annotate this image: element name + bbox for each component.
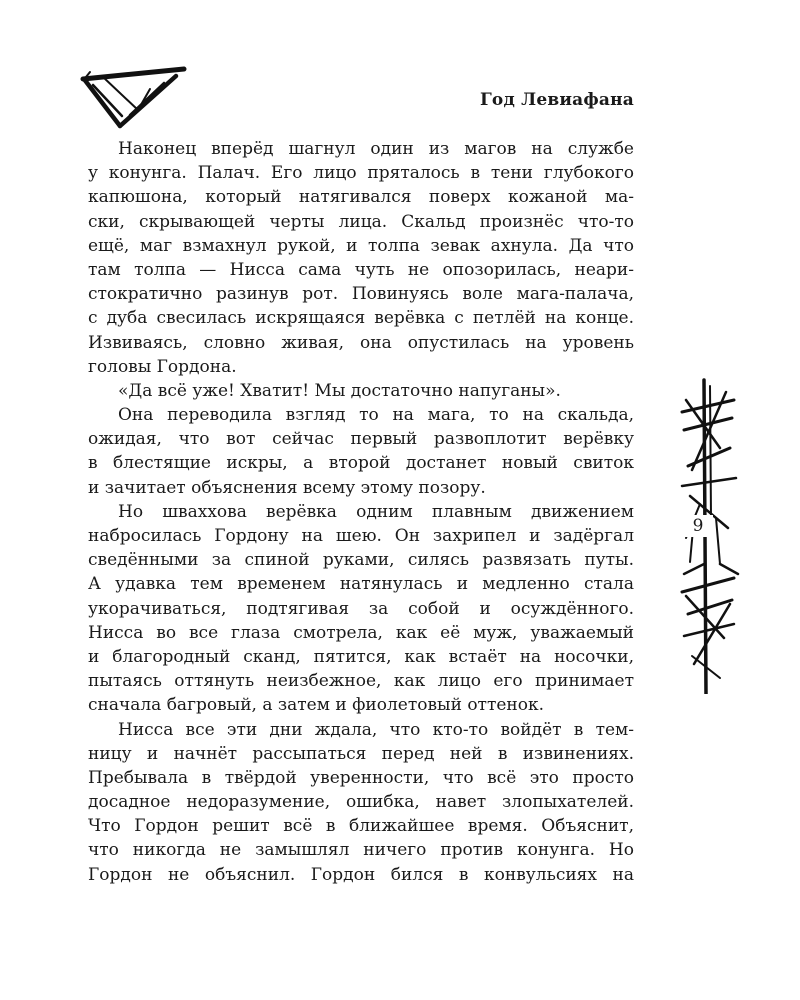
text-line: сначала багровый, а затем и фиолетовый оттенок. (88, 695, 545, 716)
page-number: 9 (683, 515, 713, 537)
body-text (88, 137, 634, 887)
text-line: у конунга. Палач. Его лицо пряталось в тени глубокого (88, 163, 634, 184)
text-line: и зачитает объяснения всему этому позору. (88, 477, 486, 498)
text-line: Она переводила взгляд то на мага, то на скальда, (118, 405, 634, 426)
text-line: капюшона, который натягивался поверх кожаной ма- (88, 187, 634, 208)
text-line: головы Гордона. (88, 356, 237, 377)
text-line: Нисса во все глаза смотрела, как её муж, уважаемый (88, 622, 634, 643)
text-line: ожидая, что вот сейчас первый развоплотит верёвку (88, 429, 634, 450)
text-line: сведёнными за спиной руками, силясь развязать путы. (88, 550, 634, 571)
text-line: пытаясь оттянуть неизбежное, как лицо его принимает (88, 671, 634, 692)
text-line: что никогда не замышлял ничего против конунга. Но (88, 840, 634, 861)
text-line: набросилась Гордону на шею. Он захрипел и задёргал (88, 526, 634, 546)
text-line: ски, скрывающей черты лица. Скальд произнёс что-то (88, 211, 634, 232)
text-line: Пребывала в твёрдой уверенности, что всё это просто (88, 767, 634, 788)
text-line: и благородный сканд, пятится, как встаёт на носочки, (88, 646, 634, 667)
triangle-rune-icon (80, 66, 190, 130)
text-line: Но шваххова верёвка одним плавным движением (118, 501, 634, 522)
running-title: Год Левиафана (479, 90, 634, 110)
text-line: там толпа — Нисса сама чуть не опозорилась, неари- (88, 259, 634, 280)
text-line: досадное недоразумение, ошибка, навет злопыхателей. (88, 792, 634, 813)
text-line: «Да всё уже! Хватит! Мы достаточно напуганы». (118, 380, 561, 401)
text-line: ницу и начнёт рассыпаться перед ней в извинениях. (88, 743, 634, 764)
text-line: стократично разинув рот. Повинуясь воле мага-палача, (88, 284, 634, 305)
text-line: Что Гордон решит всё в ближайшее время. Объяснит, (88, 816, 634, 837)
text-line: А удавка тем временем натянулась и медленно стала (88, 574, 634, 595)
text-line: ещё, маг взмахнул рукой, и толпа зевак ахнула. Да что (88, 235, 634, 256)
text-line: Извиваясь, словно живая, она опустилась на уровень (88, 332, 634, 353)
text-line: Наконец вперёд шагнул один из магов на службе (118, 139, 634, 159)
text-line: с дуба свесилась искрящаяся верёвка с петлёй на конце. (88, 308, 634, 329)
text-line: в блестящие искры, а второй достанет новый свиток (88, 453, 634, 474)
text-line: Нисса все эти дни ждала, что кто-то войдёт в тем- (118, 719, 634, 740)
text-line: укорачиваться, подтягивая за собой и осуждённого. (88, 598, 634, 619)
text-line: Гордон не объяснил. Гордон бился в конвульсиях на (88, 864, 634, 885)
